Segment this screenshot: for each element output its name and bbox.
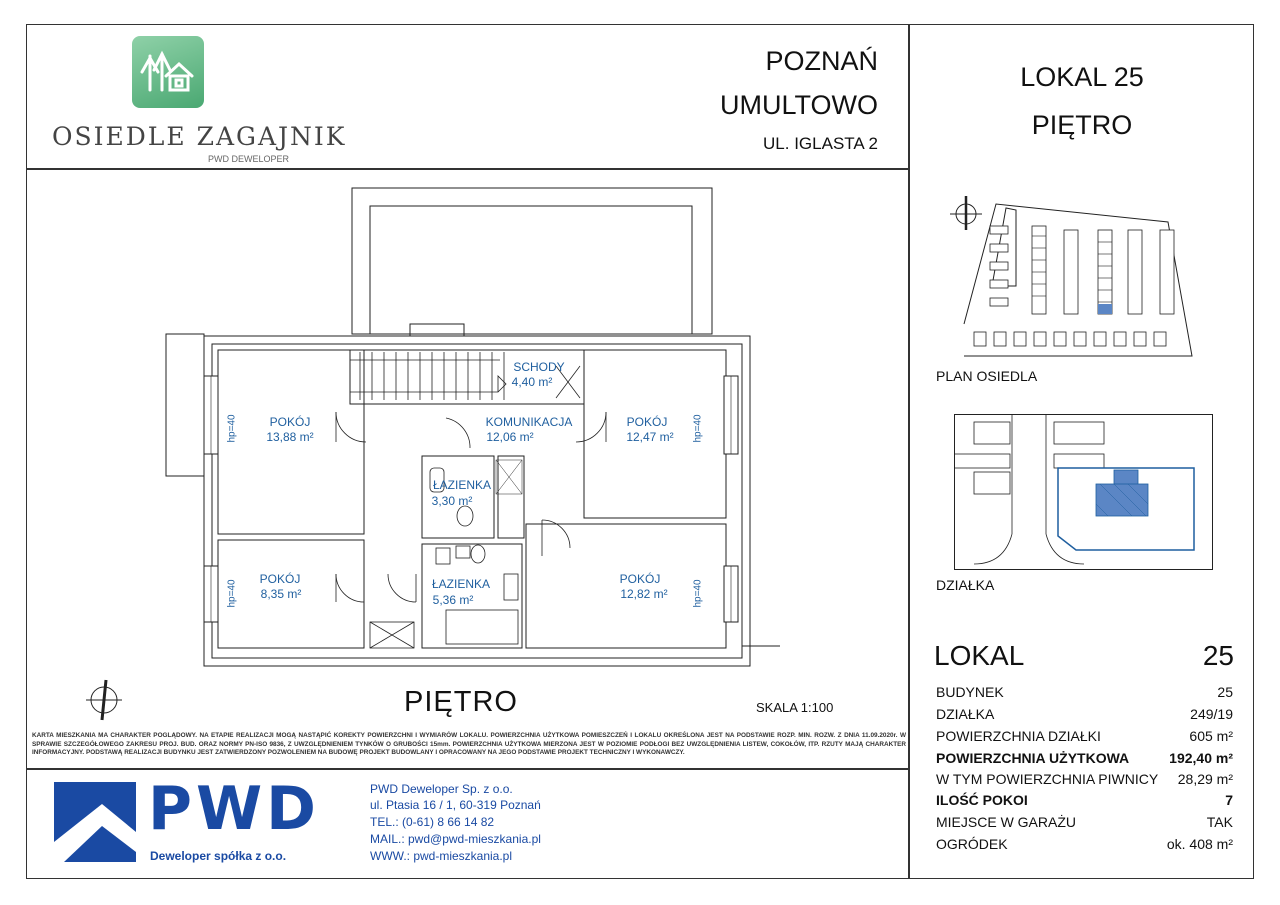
- spec-value: 249/19: [1190, 706, 1233, 722]
- headroom-label: hp=40: [692, 414, 704, 443]
- column-divider: [908, 24, 910, 879]
- spec-value: 28,29 m²: [1177, 771, 1233, 787]
- room-area-pokoj-2: 12,47 m²: [626, 430, 674, 444]
- plot-label: DZIAŁKA: [936, 577, 995, 593]
- spec-row-garage: [936, 814, 1233, 830]
- room-label-pokoj-3: POKÓJ: [259, 572, 301, 586]
- room-label-komunikacja: KOMUNIKACJA: [485, 415, 573, 429]
- room-label-lazienka-1: ŁAZIENKA: [432, 478, 492, 492]
- north-arrow-icon: [80, 676, 128, 724]
- spec-label: POWIERZCHNIA DZIAŁKI: [936, 728, 1101, 744]
- floor-title: PIĘTRO: [404, 686, 518, 718]
- spec-value: TAK: [1206, 814, 1233, 830]
- room-label-lazienka-2: ŁAZIENKA: [431, 577, 491, 591]
- estate-logo: [132, 36, 204, 108]
- company-address: ul. Ptasia 16 / 1, 60-319 Poznań: [370, 798, 541, 812]
- lokal-heading: [934, 640, 1234, 672]
- spec-label: OGRÓDEK: [936, 836, 1008, 852]
- spec-label: ILOŚĆ POKOI: [936, 792, 1028, 808]
- pwd-logo-mark: [54, 782, 136, 862]
- unit-highlight: [1098, 304, 1112, 314]
- plot-building-highlight: [1096, 470, 1148, 516]
- room-label-pokoj-4: POKÓJ: [619, 572, 661, 586]
- floor-label: PIĘTRO: [1031, 110, 1133, 140]
- spec-row-plot-area: [936, 728, 1233, 744]
- room-area-lazienka-1: 3,30 m²: [431, 494, 473, 508]
- estate-plan-map: [930, 186, 1200, 362]
- room-label-schody: SCHODY: [513, 360, 565, 374]
- spec-label: BUDYNEK: [936, 684, 1004, 700]
- street-address: UL. IGLASTA 2: [763, 134, 878, 153]
- company-email[interactable]: MAIL.: pwd@pwd-mieszkania.pl: [370, 832, 541, 846]
- spec-label: POWIERZCHNIA UŻYTKOWA: [936, 750, 1130, 766]
- spec-label: W TYM POWIERZCHNIA PIWNICY: [936, 771, 1159, 787]
- room-area-schody: 4,40 m²: [511, 375, 553, 389]
- unit-title: LOKAL 25: [1020, 62, 1144, 92]
- spec-row-plot: [936, 706, 1233, 722]
- plot-map: [954, 414, 1216, 572]
- lokal-number: 25: [1202, 640, 1234, 671]
- spec-value: 7: [1225, 792, 1233, 808]
- spec-value: 25: [1217, 684, 1233, 700]
- headroom-label: hp=40: [226, 579, 238, 608]
- spec-row-usable-area: [936, 750, 1233, 766]
- room-area-pokoj-1: 13,88 m²: [266, 430, 314, 444]
- header-divider: [26, 168, 908, 170]
- city: POZNAŃ: [765, 46, 878, 76]
- company-phone: TEL.: (0-61) 8 66 14 82: [370, 815, 495, 829]
- room-label-pokoj-2: POKÓJ: [626, 415, 668, 429]
- room-area-komunikacja: 12,06 m²: [486, 430, 534, 444]
- spec-row-garden: [936, 836, 1233, 852]
- district: UMULTOWO: [720, 90, 878, 120]
- spec-label: DZIAŁKA: [936, 706, 995, 722]
- lokal-label: LOKAL: [934, 640, 1025, 671]
- company-name: PWD Deweloper Sp. z o.o.: [370, 782, 513, 796]
- trees-house-icon: [132, 36, 204, 108]
- spec-value: 605 m²: [1189, 728, 1233, 744]
- company-website[interactable]: WWW.: pwd-mieszkania.pl: [370, 849, 513, 863]
- pwd-logo-text: PWD: [148, 774, 320, 844]
- room-area-pokoj-4: 12,82 m²: [620, 587, 668, 601]
- spec-row-room-count: [936, 792, 1233, 808]
- spec-value: ok. 408 m²: [1166, 836, 1233, 852]
- spec-value: 192,40 m²: [1169, 750, 1233, 766]
- spec-label: MIEJSCE W GARAŻU: [936, 814, 1077, 830]
- estate-plan-label: PLAN OSIEDLA: [936, 368, 1038, 384]
- pwd-logo-subtitle: Deweloper spółka z o.o.: [150, 849, 287, 863]
- brand-name: OSIEDLE ZAGAJNIK: [52, 122, 347, 151]
- headroom-label: hp=40: [692, 579, 704, 608]
- scale-label: SKALA 1:100: [756, 700, 834, 715]
- headroom-label: hp=40: [226, 414, 238, 443]
- spec-row-building: [936, 684, 1233, 700]
- disclaimer-text: KARTA MIESZKANIA MA CHARAKTER POGLĄDOWY. NA ETAPIE REALIZACJI MOGĄ NASTĄPIĆ KOREKTY POWIERZCHNI I WYMIARÓW LOKALU. POWIERZCHNIA UŻYTKOWA POMIESZCZEŃ I LOKALU OKREŚLONA JEST NA PODSTAWIE ROZP. MIN. ROZW. Z DNIA 11.09.2020r. W SPRAWIE SZCZEGÓŁOWEGO ZAKRESU PROJ. BUD. ORAZ NORMY PN-ISO 9836, Z UWZGLĘDNIENIEM TYNKÓW O GRUBOŚCI 15mm. POWIERZCHNIA UŻYTKOWA MIERZONA JEST W POZIOMIE PODŁOGI BEZ UWZGLĘDNIENIA LISTEW, COKOŁÓW, ITP. RZUTY MAJĄ CHARAKTER INFORMACYJNY. PODSTAWĄ REALIZACJI BUDYNKU JEST ZATWIERDZONY POZWOLENIEM NA BUDOWĘ PROJEKT BUDOWLANY I OPRACOWANY NA JEGO PODSTAWIE PROJEKT TECHNICZNY I WYKONAWCZY.: [32, 732, 906, 757]
- room-label-pokoj-1: POKÓJ: [269, 415, 311, 429]
- footer-divider: [26, 768, 908, 770]
- brand-subtitle: PWD DEWELOPER: [208, 154, 290, 164]
- room-area-lazienka-2: 5,36 m²: [432, 593, 474, 607]
- room-area-pokoj-3: 8,35 m²: [260, 587, 302, 601]
- spec-row-basement-area: [936, 771, 1233, 787]
